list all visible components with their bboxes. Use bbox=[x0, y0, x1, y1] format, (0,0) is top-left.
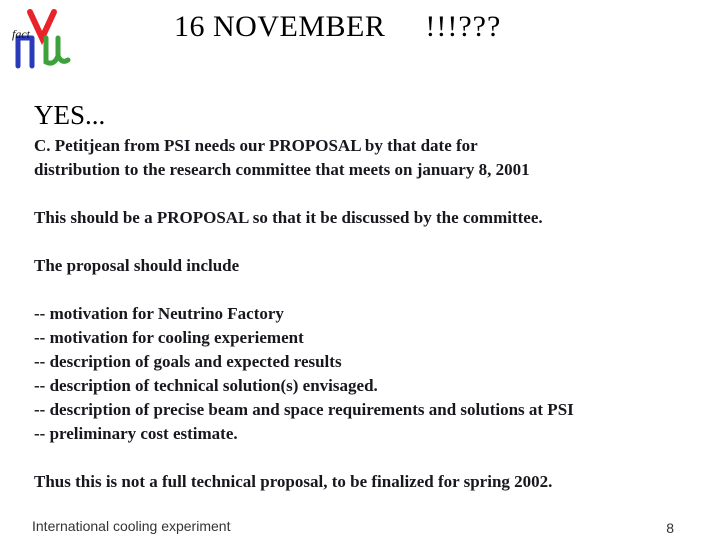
list-item: -- description of technical solution(s) envisaged. bbox=[34, 376, 378, 395]
title-date: 16 NOVEMBER bbox=[174, 10, 386, 43]
logo-text: fact bbox=[12, 27, 30, 41]
footer-text: International cooling experiment bbox=[32, 518, 231, 534]
title-marks: !!!??? bbox=[425, 10, 502, 43]
list-item: -- motivation for Neutrino Factory bbox=[34, 304, 284, 323]
paragraph-committee: This should be a PROPOSAL so that it be discussed by the committee. bbox=[34, 208, 543, 227]
paragraph-line: C. Petitjean from PSI needs our PROPOSAL by that date for bbox=[34, 136, 478, 155]
paragraph-petitjean bbox=[34, 134, 694, 182]
proposal-items-list bbox=[34, 302, 694, 446]
slide-body bbox=[34, 134, 694, 494]
conclusion: Thus this is not a full technical proposal, to be finalized for spring 2002. bbox=[34, 472, 553, 491]
list-item: -- motivation for cooling experiement bbox=[34, 328, 304, 347]
list-item: -- description of goals and expected results bbox=[34, 352, 342, 371]
slide-title bbox=[174, 10, 501, 44]
list-item: -- description of precise beam and space requirements and solutions at PSI bbox=[34, 400, 574, 419]
nufact-logo bbox=[10, 8, 74, 70]
list-item: -- preliminary cost estimate. bbox=[34, 424, 238, 443]
paragraph-line: distribution to the research committee that meets on january 8, 2001 bbox=[34, 160, 530, 179]
yes-heading: YES... bbox=[34, 100, 106, 130]
proposal-intro: The proposal should include bbox=[34, 256, 240, 275]
page-number: 8 bbox=[666, 520, 674, 536]
